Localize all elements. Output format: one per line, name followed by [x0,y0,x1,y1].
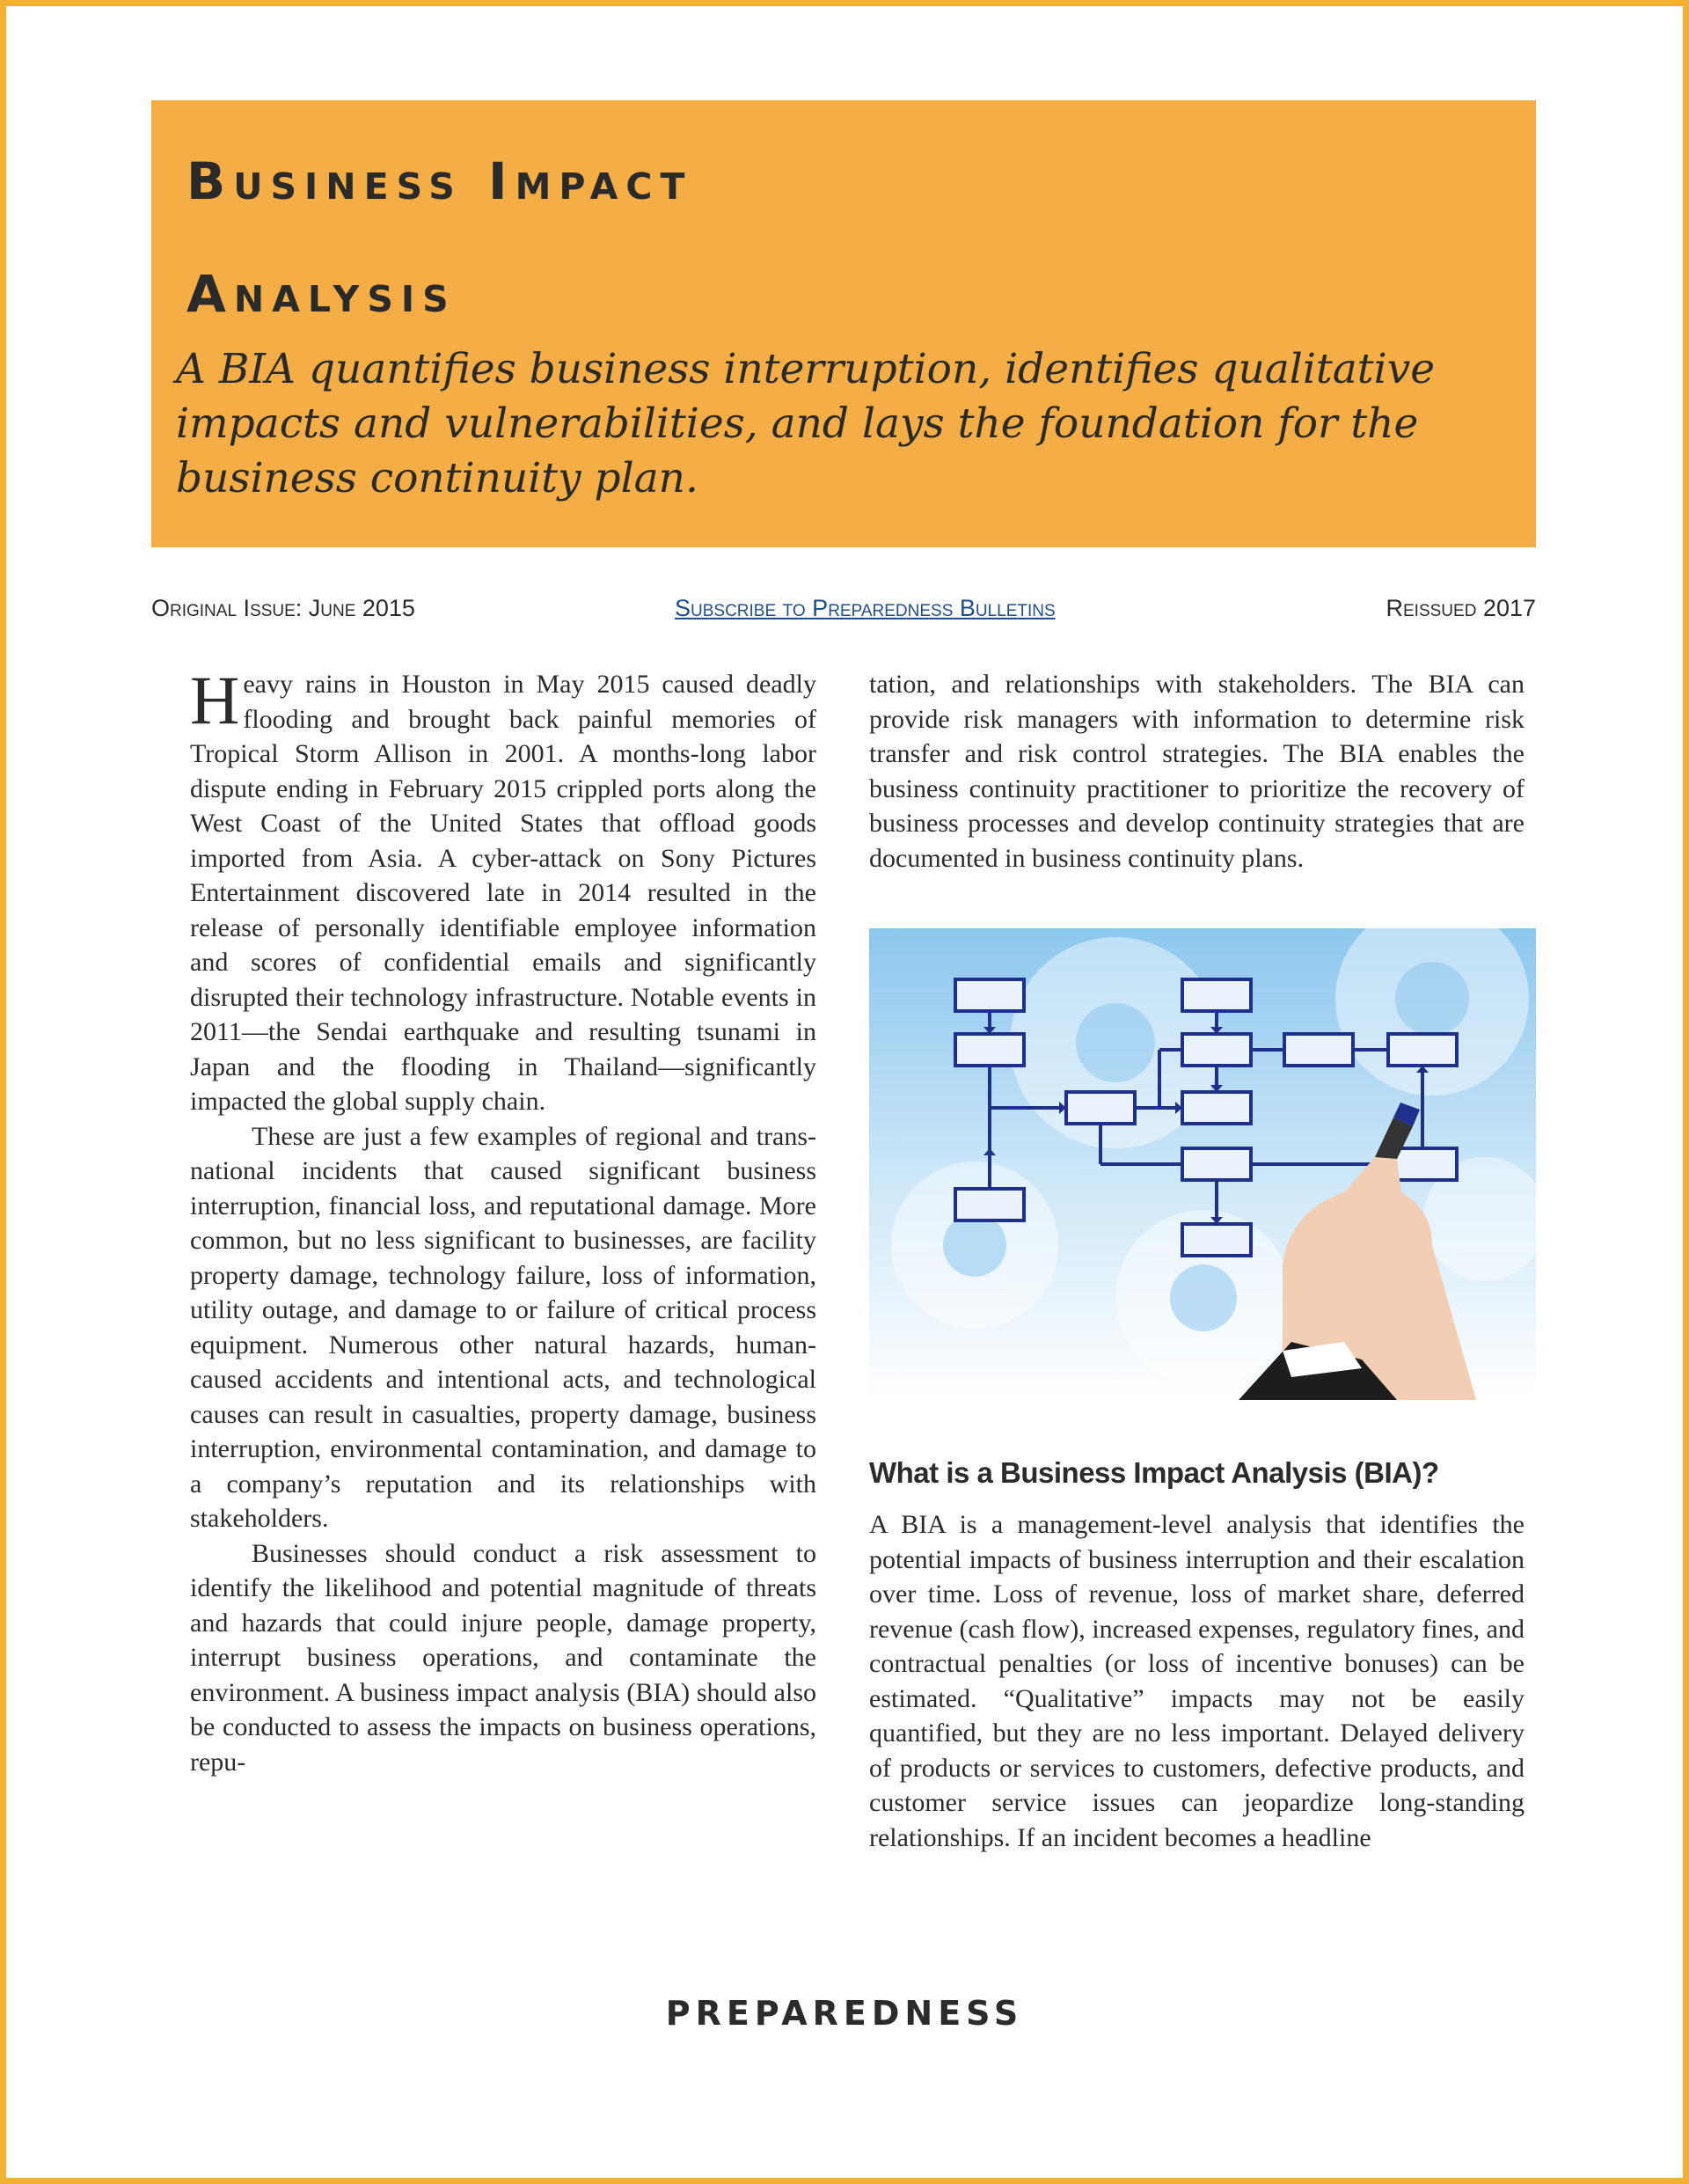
risk-assessment-paragraph: Businesses should conduct a risk assessment to identify the likelihood and potential magnitude of threats and hazards that could injure people, damage property, interrupt business operations, and contaminate the environment. A business impact analysis (BIA) should also be conducted to assess the impacts on business operations, repu- [190,1538,816,1777]
flowchart-gears-image [869,928,1536,1400]
subscribe-link[interactable]: Subscribe to Preparedness Bulletins [675,595,1056,621]
examples-paragraph: These are just a few examples of regional and trans-national incidents that caused significant business interruption, financial loss, and reputational damage. More common, but no less significant to businesses, are facility property damage, technology failure, loss of information, utility outage, and damage to or failure of critical process equipment. Numerous other natural hazards, human-caused accidents and intentional acts, and technological causes can result in casualties, property damage, business interruption, environmental contamination, and damage to a company’s reputation and its relationships with stakeholders. [190,1121,816,1533]
page-subtitle: A BIA quantifies business interruption, identifies qualitative impacts and vulnerabilities, and lays the foundation for the business continuity plan. [176,345,1436,502]
continued-paragraph: tation, and relationships with stakeholders. The BIA can provide risk managers with information to determine risk transfer and risk control strategies. The BIA enables the business continuity practitioner to prioritize the recovery of business processes and develop continuity strategies that are documented in business continuity plans. [869,670,1524,873]
original-issue-date: Original Issue: June 2015 [151,595,415,621]
section-heading-what-is-bia: What is a Business Impact Analysis (BIA)? [869,1456,1439,1489]
footer-brand: PREPAREDNESS [665,1994,1024,2033]
right-column-continuation [869,667,1524,876]
issue-meta-row [151,595,1536,630]
title-line-2: Analysis [186,264,457,324]
intro-text: eavy rains in Houston in May 2015 caused deadly flooding and brought back painful memories of Tropical Storm Allison in 2001. A months-long labor dispute ending in February 2015 crippled ports along the West Coast of the United States that offload goods imported from Asia. A cyber-attack on Sony Pictures Entertainment discovered late in 2014 resulted in the release of personally identifiable employee information and scores of confidential emails and significantly disrupted their technology infrastructure. Notable events in 2011—the Sendai earthquake and resulting tsunami in Japan and the flooding in Thailand—significantly impacted the global supply chain. [190,670,816,1116]
right-column-section [869,1507,1524,1855]
left-column [190,662,816,1779]
flowchart-illustration [869,928,1536,1400]
drop-cap: H [190,662,240,738]
title-banner [151,100,1536,547]
intro-paragraph [190,662,816,1119]
reissued-date: Reissued 2017 [1386,595,1536,621]
title-line-1: Business Impact [186,151,693,211]
page-title [186,125,692,350]
bia-definition-paragraph: A BIA is a management-level analysis that identifies the potential impacts of business interruption and their escalation over time. Loss of revenue, loss of market share, deferred revenue (cash flow), increased expenses, regulatory fines, and contractual penalties (or loss of incentive bonuses) can be estimated. “Qualitative” impacts may not be easily quantified, but they are no less important. Delayed delivery of products or services to customers, defective products, and customer service issues can jeopardize long-standing relationships. If an incident becomes a headline [869,1510,1524,1852]
